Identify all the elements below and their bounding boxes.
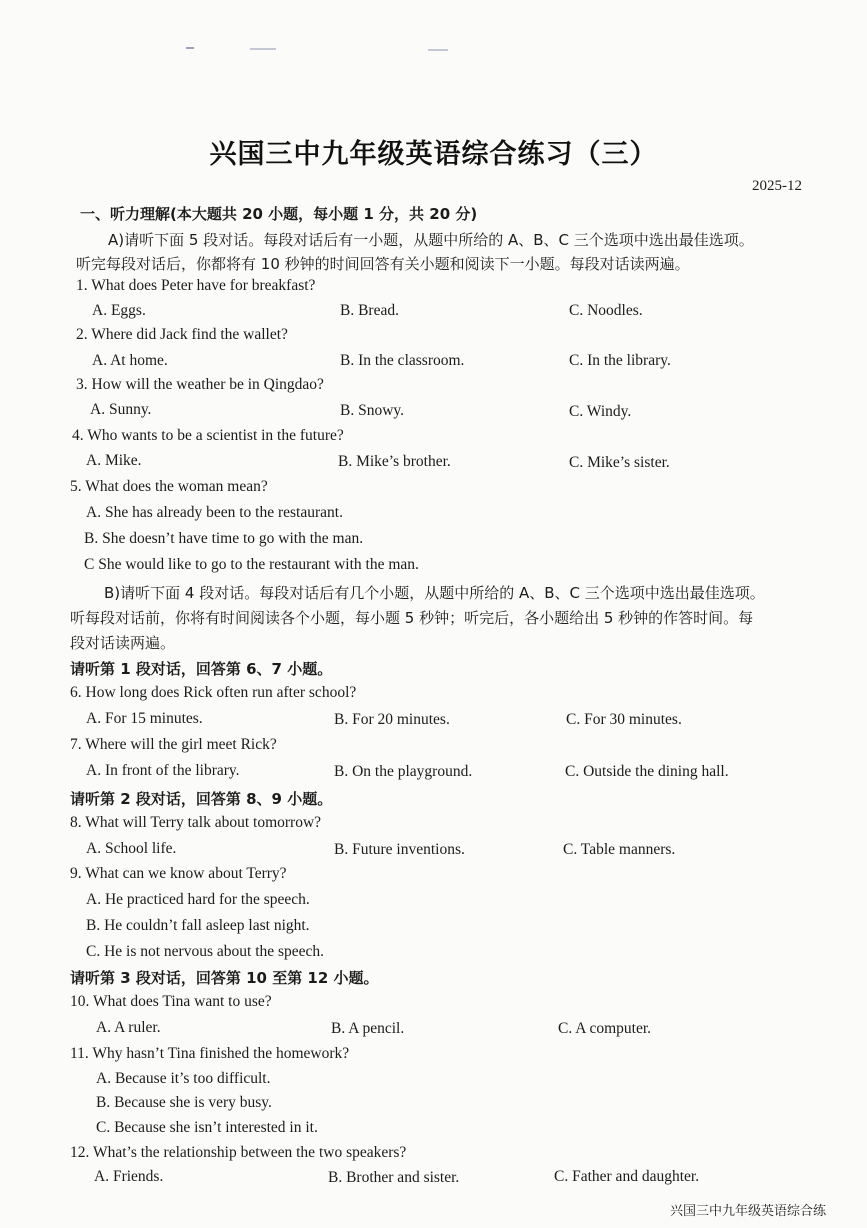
dialogue-2-header: 请听第 2 段对话，回答第 8、9 小题。 bbox=[70, 790, 333, 808]
question-9-option-a: A. He practiced hard for the speech. bbox=[86, 891, 310, 908]
question-2-option-c: C. In the library. bbox=[569, 352, 671, 369]
part-b-instruction-line-2: 听每段对话前，你将有时间阅读各个小题，每小题 5 秒钟；听完后，各小题给出 5 秒钟的作答时间。每 bbox=[70, 609, 754, 627]
part-b-instruction-line-3: 段对话读两遍。 bbox=[70, 634, 176, 652]
question-12-stem: 12. What’s the relationship between the two speakers? bbox=[70, 1144, 407, 1161]
question-10-stem: 10. What does Tina want to use? bbox=[70, 993, 272, 1010]
question-11-option-c: C. Because she isn’t interested in it. bbox=[96, 1119, 318, 1136]
question-5-option-a: A. She has already been to the restaurant. bbox=[86, 504, 343, 521]
question-11-option-a: A. Because it’s too difficult. bbox=[96, 1070, 271, 1087]
question-2-option-a: A. At home. bbox=[92, 352, 168, 369]
question-8-stem: 8. What will Terry talk about tomorrow? bbox=[70, 814, 322, 831]
question-7-stem: 7. Where will the girl meet Rick? bbox=[70, 736, 277, 753]
question-12-option-b: B. Brother and sister. bbox=[328, 1169, 460, 1186]
question-9-option-c: C. He is not nervous about the speech. bbox=[86, 943, 325, 960]
question-4-option-c: C. Mike’s sister. bbox=[569, 454, 670, 471]
exam-date: 2025-12 bbox=[752, 178, 802, 194]
question-6-stem: 6. How long does Rick often run after school? bbox=[70, 684, 357, 701]
question-6-option-c: C. For 30 minutes. bbox=[566, 711, 682, 728]
page-footer: 兴国三中九年级英语综合练 bbox=[670, 1204, 827, 1219]
question-6-option-a: A. For 15 minutes. bbox=[86, 710, 203, 727]
scan-mark bbox=[428, 49, 448, 51]
question-10-option-a: A. A ruler. bbox=[96, 1019, 161, 1036]
scan-mark bbox=[250, 48, 276, 50]
question-4-stem: 4. Who wants to be a scientist in the future? bbox=[72, 427, 344, 444]
question-10-option-c: C. A computer. bbox=[558, 1020, 651, 1037]
question-8-option-a: A. School life. bbox=[86, 840, 177, 857]
question-3-option-c: C. Windy. bbox=[569, 403, 632, 420]
question-5-option-c: C She would like to go to the restaurant with the man. bbox=[84, 556, 419, 573]
question-7-option-c: C. Outside the dining hall. bbox=[565, 763, 729, 780]
page-title: 兴国三中九年级英语综合练习（三） bbox=[209, 139, 658, 170]
part-a-instruction-line-1: A)请听下面 5 段对话。每段对话后有一小题，从题中所给的 A、B、C 三个选项中选出最佳选项。 bbox=[108, 231, 754, 249]
question-11-stem: 11. Why hasn’t Tina finished the homework? bbox=[70, 1045, 350, 1062]
question-8-option-b: B. Future inventions. bbox=[334, 841, 465, 858]
dialogue-3-header: 请听第 3 段对话，回答第 10 至第 12 小题。 bbox=[70, 969, 379, 987]
question-5-option-b: B. She doesn’t have time to go with the man. bbox=[84, 530, 364, 547]
question-1-option-b: B. Bread. bbox=[340, 302, 399, 319]
question-9-stem: 9. What can we know about Terry? bbox=[70, 865, 287, 882]
question-12-option-c: C. Father and daughter. bbox=[554, 1168, 700, 1185]
question-4-option-a: A. Mike. bbox=[86, 452, 142, 469]
question-1-stem: 1. What does Peter have for breakfast? bbox=[76, 277, 316, 294]
question-9-option-b: B. He couldn’t fall asleep last night. bbox=[86, 917, 310, 934]
dialogue-1-header: 请听第 1 段对话，回答第 6、7 小题。 bbox=[70, 660, 333, 678]
question-1-option-c: C. Noodles. bbox=[569, 302, 643, 319]
question-2-stem: 2. Where did Jack find the wallet? bbox=[76, 326, 288, 343]
question-6-option-b: B. For 20 minutes. bbox=[334, 711, 450, 728]
question-1-option-a: A. Eggs. bbox=[92, 302, 146, 319]
question-4-option-b: B. Mike’s brother. bbox=[338, 453, 451, 470]
question-3-option-b: B. Snowy. bbox=[340, 402, 405, 419]
question-7-option-b: B. On the playground. bbox=[334, 763, 473, 780]
question-3-option-a: A. Sunny. bbox=[90, 401, 152, 418]
question-5-stem: 5. What does the woman mean? bbox=[70, 478, 268, 495]
part-b-instruction-line-1: B)请听下面 4 段对话。每段对话后有几个小题，从题中所给的 A、B、C 三个选项中选出最佳选项。 bbox=[104, 584, 765, 602]
question-10-option-b: B. A pencil. bbox=[331, 1020, 405, 1037]
question-3-stem: 3. How will the weather be in Qingdao? bbox=[76, 376, 324, 393]
part-a-instruction-line-2: 听完每段对话后，你都将有 10 秒钟的时间回答有关小题和阅读下一小题。每段对话读两遍。 bbox=[76, 255, 690, 273]
section-heading: 一、听力理解(本大题共 20 小题，每小题 1 分，共 20 分) bbox=[80, 205, 478, 223]
question-2-option-b: B. In the classroom. bbox=[340, 352, 465, 369]
question-7-option-a: A. In front of the library. bbox=[86, 762, 240, 779]
question-8-option-c: C. Table manners. bbox=[563, 841, 676, 858]
question-12-option-a: A. Friends. bbox=[94, 1168, 164, 1185]
scan-mark bbox=[186, 47, 194, 49]
question-11-option-b: B. Because she is very busy. bbox=[96, 1094, 272, 1111]
